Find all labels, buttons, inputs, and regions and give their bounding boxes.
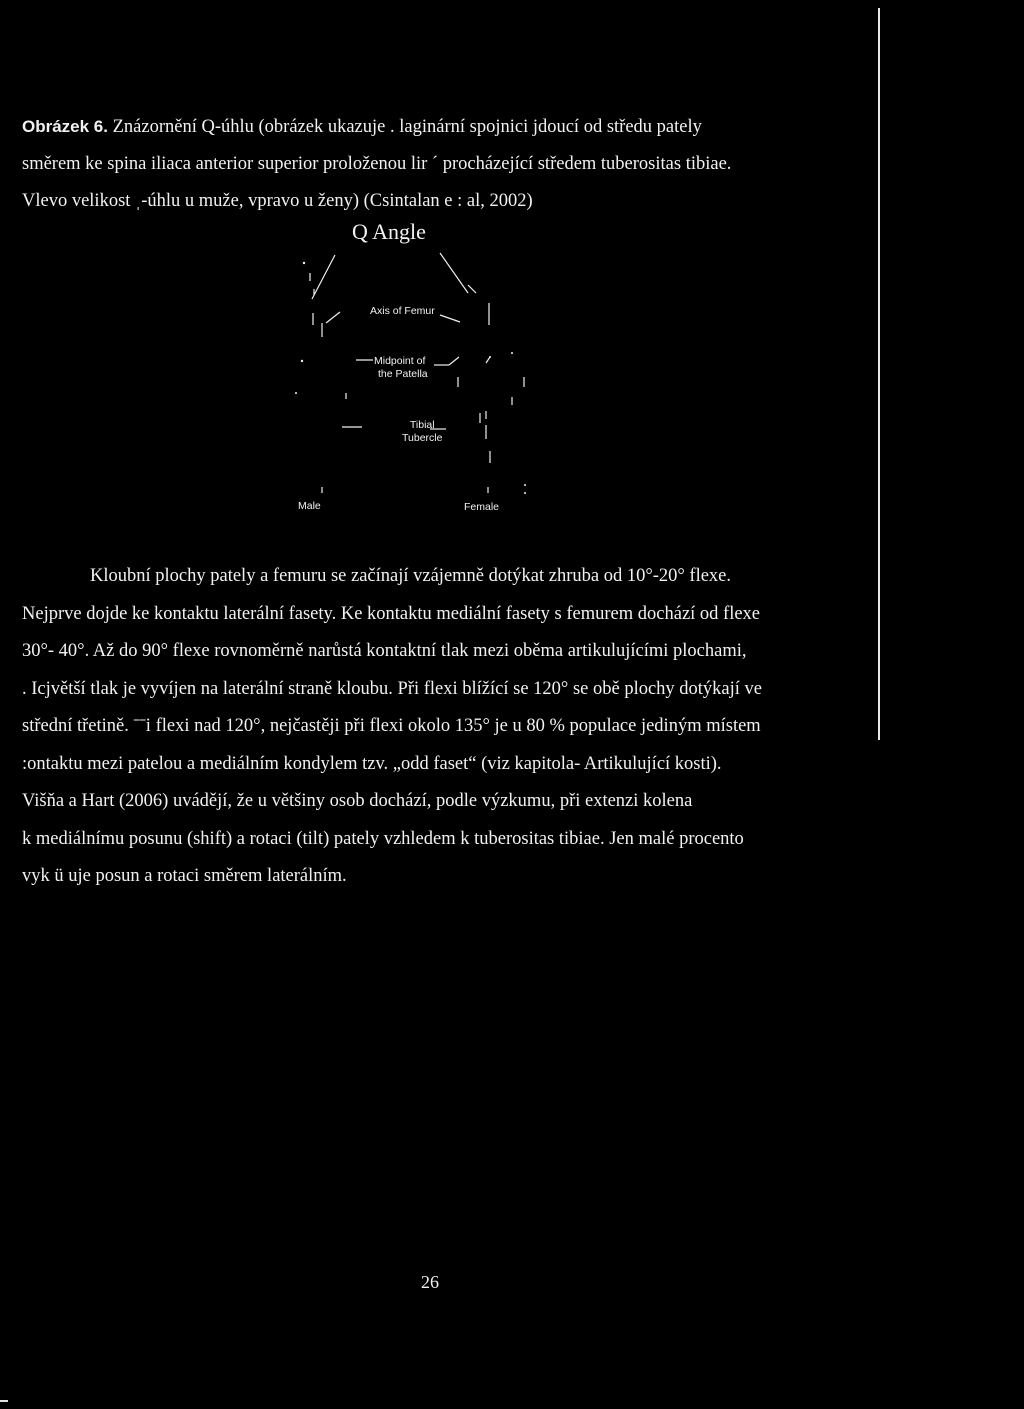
caption-line-3: Vlevo velikost ˌ-úhlu u muže, vpravo u ženy) (Csintalan e : al, 2002) xyxy=(22,191,533,211)
body-line-2: Nejprve dojde ke kontaktu laterální fasety. Ke kontaktu mediální fasety s femurem dochází od flexe xyxy=(22,603,761,624)
label-female: Female xyxy=(464,501,500,513)
body-line-3: 30°- 40°. Až do 90° flexe rovnoměrně narůstá kontaktní tlak mezi oběma artikulujícími plochami, xyxy=(22,641,747,661)
page-number: 26 xyxy=(421,1272,439,1292)
label-tibial-tubercle xyxy=(402,419,442,445)
label-midpoint-line-1: Midpoint of xyxy=(374,355,426,367)
caption-line-2: směrem ke spina iliaca anterior superior proloženou lir ˊ procházející středem tuberositas tibiae. xyxy=(22,154,732,174)
label-midpoint-of-patella xyxy=(374,355,428,381)
label-male: Male xyxy=(298,500,321,512)
body-line-9: vyk ü uje posun a rotaci směrem laterálním. xyxy=(22,866,347,886)
label-tibial-line-2: Tubercle xyxy=(402,432,443,444)
body-line-5: střední třetině. ˉˉi flexi nad 120°, nejčastěji při flexi okolo 135° je u 80 % populace jediným místem xyxy=(22,716,761,736)
q-angle-left-arm xyxy=(312,255,335,299)
q-angle-figure xyxy=(280,215,550,525)
figure-caption xyxy=(22,108,842,220)
figure-title: Q Angle xyxy=(352,219,426,244)
body-line-8: k mediálnímu posunu (shift) a rotaci (tilt) pately vzhledem k tuberositas tibiae. Jen malé procento xyxy=(22,828,744,849)
body-line-1: Kloubní plochy pately a femuru se začínají vzájemně dotýkat zhruba od 10°-20° flexe. xyxy=(90,566,732,586)
q-angle-right-arm xyxy=(440,253,468,293)
caption-line-1 xyxy=(22,108,842,146)
margin-rule xyxy=(878,8,880,740)
caption-text-1: Znázornění Q-úhlu (obrázek ukazuje . laginární spojnici jdoucí od středu pately xyxy=(112,117,702,137)
body-line-7: Višňa a Hart (2006) uvádějí, že u většiny osob dochází, podle výzkumu, při extenzi kolena xyxy=(22,791,693,811)
label-midpoint-line-2: the Patella xyxy=(378,368,428,380)
label-tibial-line-1: Tibial xyxy=(409,419,435,431)
body-line-6: :ontaktu mezi patelou a mediálním kondylem tzv. „odd faset“ (viz kapitola- Artikulující kosti). xyxy=(22,753,722,774)
body-line-4: . Icjvětší tlak je vyvíjen na laterální straně kloubu. Při flexi blížící se 120° se obě plochy dotýkají ve xyxy=(22,678,763,699)
body-paragraph xyxy=(22,558,842,896)
caption-label: Obrázek 6. xyxy=(22,117,108,136)
scan-artifact-mark xyxy=(0,1400,8,1402)
label-axis-of-femur: Axis of Femur xyxy=(370,305,435,317)
